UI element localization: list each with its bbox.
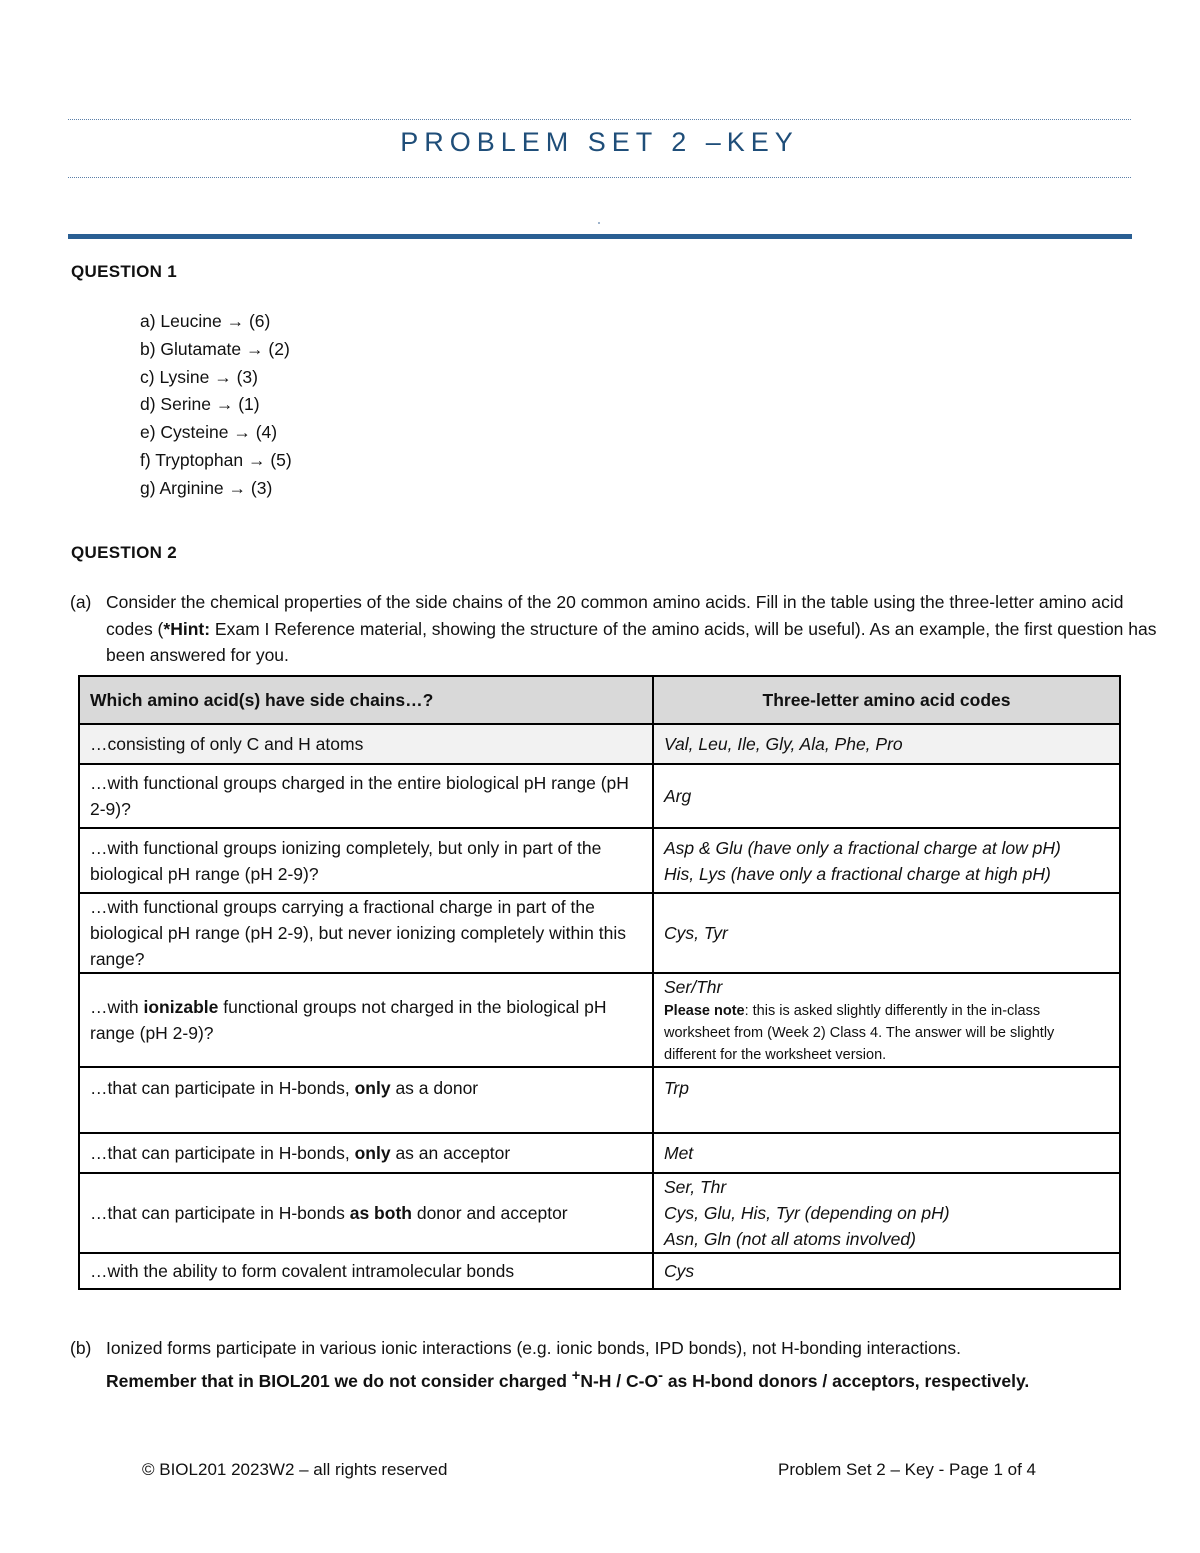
superscript-minus: - — [658, 1368, 663, 1384]
superscript-plus: + — [571, 1368, 581, 1384]
answer-line: Ser/Thr — [664, 977, 723, 997]
table-cell-question: …with the ability to form covalent intramolecular bonds — [79, 1253, 653, 1289]
header-dot — [598, 222, 600, 224]
question-2-heading: QUESTION 2 — [71, 543, 177, 562]
table-row — [79, 1133, 1120, 1173]
table-row — [79, 1253, 1120, 1289]
question-text: …that can participate in H-bonds — [90, 1203, 350, 1223]
list-item: b) Glutamate → (2) — [140, 338, 290, 359]
table-cell-answer: Cys, Tyr — [653, 893, 1120, 973]
table-cell-question — [79, 1067, 653, 1133]
question-2a-hint-label: *Hint: — [163, 618, 211, 639]
question-2a-prompt — [70, 589, 1166, 669]
question-emphasis: as both — [349, 1203, 412, 1223]
footer-page-number: Problem Set 2 – Key - Page 1 of 4 — [778, 1460, 1036, 1479]
header-dotted-rule-bottom — [68, 177, 1131, 178]
question-emphasis: only — [354, 1078, 391, 1098]
question-text: functional groups not charged in the biological pH range (pH 2-9)? — [90, 997, 607, 1043]
note-label: Please note — [664, 1003, 745, 1019]
reminder-text: Remember that in BIOL201 we do not consider charged — [106, 1370, 572, 1391]
list-item: e) Cysteine → (4) — [140, 422, 278, 443]
question-2b-reminder — [106, 1362, 1166, 1395]
table-cell-question: …consisting of only C and H atoms — [79, 724, 653, 764]
footer-copyright: © BIOL201 2023W2 – all rights reserved — [142, 1460, 448, 1479]
question-2a-label: (a) — [70, 592, 92, 612]
table-cell-question — [79, 1133, 653, 1173]
table-row — [79, 764, 1120, 828]
table-header-row — [79, 676, 1120, 724]
answer-line: Ser, Thr — [664, 1177, 727, 1197]
header-blue-rule — [68, 234, 1132, 239]
table-row — [79, 973, 1120, 1067]
table-row — [79, 1067, 1120, 1133]
list-item: g) Arginine → (3) — [140, 477, 273, 498]
table-cell-question — [79, 1173, 653, 1253]
table-cell-answer: Cys — [653, 1253, 1120, 1289]
note-text: : this is asked slightly differently in the in-class worksheet from (Week 2) Class 4. The answer will be slightly different for the worksheet version. — [664, 1003, 1055, 1063]
question-2b-text: Ionized forms participate in various ionic interactions (e.g. ionic bonds, IPD bonds), not H-bonding interactions. — [106, 1338, 962, 1358]
list-item: a) Leucine → (6) — [140, 311, 271, 331]
list-item: d) Serine → (1) — [140, 394, 260, 415]
answer-line: His, Lys (have only a fractional charge at high pH) — [664, 863, 1051, 884]
question-2a-text-1: Consider the chemical properties of the side chains of the 20 common amino acids. Fill in the table using the three-letter amino acid codes ( — [106, 592, 1124, 639]
table-cell-question: …with functional groups ionizing completely, but only in part of the biological pH range (pH 2-9)? — [79, 828, 653, 893]
list-item: f) Tryptophan → (5) — [140, 449, 292, 470]
reminder-text: as H-bond donors / acceptors, respectively. — [662, 1370, 1030, 1391]
list-item: c) Lysine → (3) — [140, 366, 258, 387]
table-row — [79, 1173, 1120, 1253]
table-cell-question: …with functional groups charged in the entire biological pH range (pH 2-9)? — [79, 764, 653, 828]
question-text: …with — [90, 997, 144, 1017]
table-cell-answer: Val, Leu, Ile, Gly, Ala, Phe, Pro — [653, 724, 1120, 764]
table-cell-answer: Met — [653, 1133, 1120, 1173]
table-cell-question: …with functional groups carrying a fractional charge in part of the biological pH range (pH 2-9), but never ionizing completely within this range? — [79, 893, 653, 973]
amino-acid-table — [78, 675, 1121, 1290]
table-cell-answer — [653, 973, 1120, 1067]
answer-line: Asp & Glu (have only a fractional charge at low pH) — [664, 837, 1061, 858]
question-2a-text-2: Exam I Reference material, showing the structure of the amino acids, will be useful). As an example, the first question has been answered for you. — [106, 618, 1157, 665]
question-text: as an acceptor — [390, 1143, 511, 1163]
page-title: PROBLEM SET 2 –KEY — [400, 127, 799, 157]
question-emphasis: only — [354, 1143, 391, 1163]
answer-note — [664, 1000, 1109, 1066]
table-row — [79, 828, 1120, 893]
table-cell-answer: Trp — [653, 1067, 1120, 1133]
table-cell-answer — [653, 828, 1120, 893]
table-row — [79, 724, 1120, 764]
answer-line: Cys, Glu, His, Tyr (depending on pH) — [664, 1203, 950, 1223]
header-dotted-rule-top — [68, 119, 1131, 120]
table-cell-answer: Arg — [653, 764, 1120, 828]
question-text: …that can participate in H-bonds, — [90, 1078, 355, 1098]
question-1-answer-list — [140, 308, 292, 503]
question-text: …that can participate in H-bonds, — [90, 1143, 355, 1163]
question-2b-answer — [70, 1334, 1166, 1395]
question-1-heading: QUESTION 1 — [71, 262, 177, 281]
table-row — [79, 893, 1120, 973]
column-header-question: Which amino acid(s) have side chains…? — [79, 676, 653, 724]
question-text: as a donor — [390, 1078, 479, 1098]
question-2b-label: (b) — [70, 1338, 92, 1358]
column-header-codes: Three-letter amino acid codes — [653, 676, 1120, 724]
reminder-text: N-H / C-O — [580, 1370, 659, 1391]
answer-line: Asn, Gln (not all atoms involved) — [664, 1229, 916, 1249]
question-text: donor and acceptor — [411, 1203, 568, 1223]
question-emphasis: ionizable — [143, 997, 219, 1017]
table-cell-answer — [653, 1173, 1120, 1253]
table-cell-question — [79, 973, 653, 1067]
